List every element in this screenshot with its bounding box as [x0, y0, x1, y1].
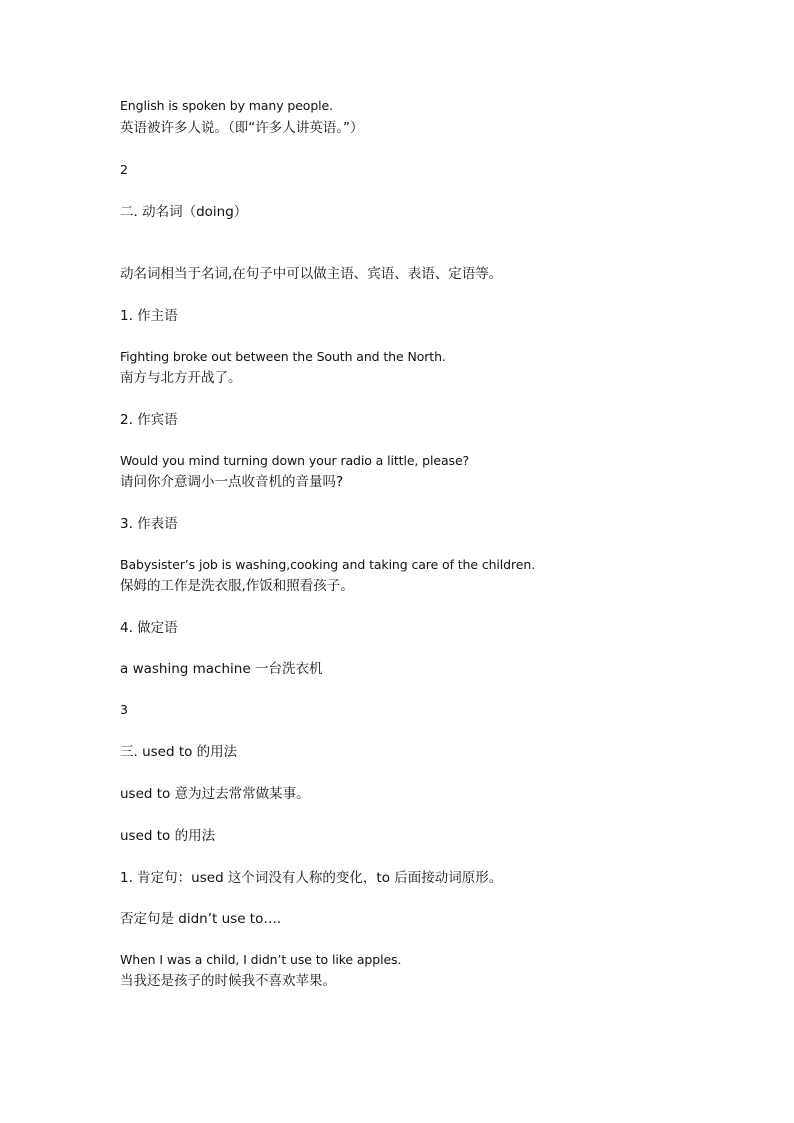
example-sentence-zh: 南方与北方开战了。 — [120, 370, 242, 386]
paragraph-used-to-meaning: used to 意为过去常常做某事。 — [120, 786, 310, 802]
example-sentence-zh: 当我还是孩子的时候我不喜欢苹果。 — [120, 973, 336, 989]
example-sentence-en: Would you mind turning down your radio a little, please? — [120, 453, 470, 468]
example-phrase: a washing machine 一台洗衣机 — [120, 661, 323, 677]
subheading-subject: 1. 作主语 — [120, 308, 178, 324]
subheading-predicative: 3. 作表语 — [120, 516, 178, 532]
section-heading-used-to: 三. used to 的用法 — [120, 744, 238, 760]
subheading-used-to-usage: used to 的用法 — [120, 828, 216, 844]
example-sentence-zh: 保姆的工作是洗衣服,作饭和照看孩子。 — [120, 578, 354, 594]
subheading-attributive: 4. 做定语 — [120, 620, 178, 636]
page-number: 2 — [120, 162, 128, 177]
paragraph-negative: 否定句是 didn’t use to…. — [120, 911, 282, 927]
example-sentence-en: When I was a child, I didn’t use to like apples. — [120, 952, 402, 967]
example-sentence-en: Babysister’s job is washing,cooking and taking care of the children. — [120, 557, 536, 572]
example-sentence-en: English is spoken by many people. — [120, 98, 334, 113]
example-sentence-en: Fighting broke out between the South and the North. — [120, 349, 446, 364]
paragraph-gerund-definition: 动名词相当于名词,在句子中可以做主语、宾语、表语、定语等。 — [120, 266, 503, 282]
section-heading-gerund: 二. 动名词（doing） — [120, 204, 248, 220]
page-number: 3 — [120, 702, 128, 717]
example-sentence-zh: 英语被许多人说。（即“许多人讲英语。”） — [120, 120, 364, 136]
example-sentence-zh: 请问你介意调小一点收音机的音量吗? — [120, 474, 344, 490]
subheading-object: 2. 作宾语 — [120, 412, 178, 428]
paragraph-affirmative: 1. 肯定句：used 这个词没有人称的变化，to 后面接动词原形。 — [120, 870, 503, 886]
